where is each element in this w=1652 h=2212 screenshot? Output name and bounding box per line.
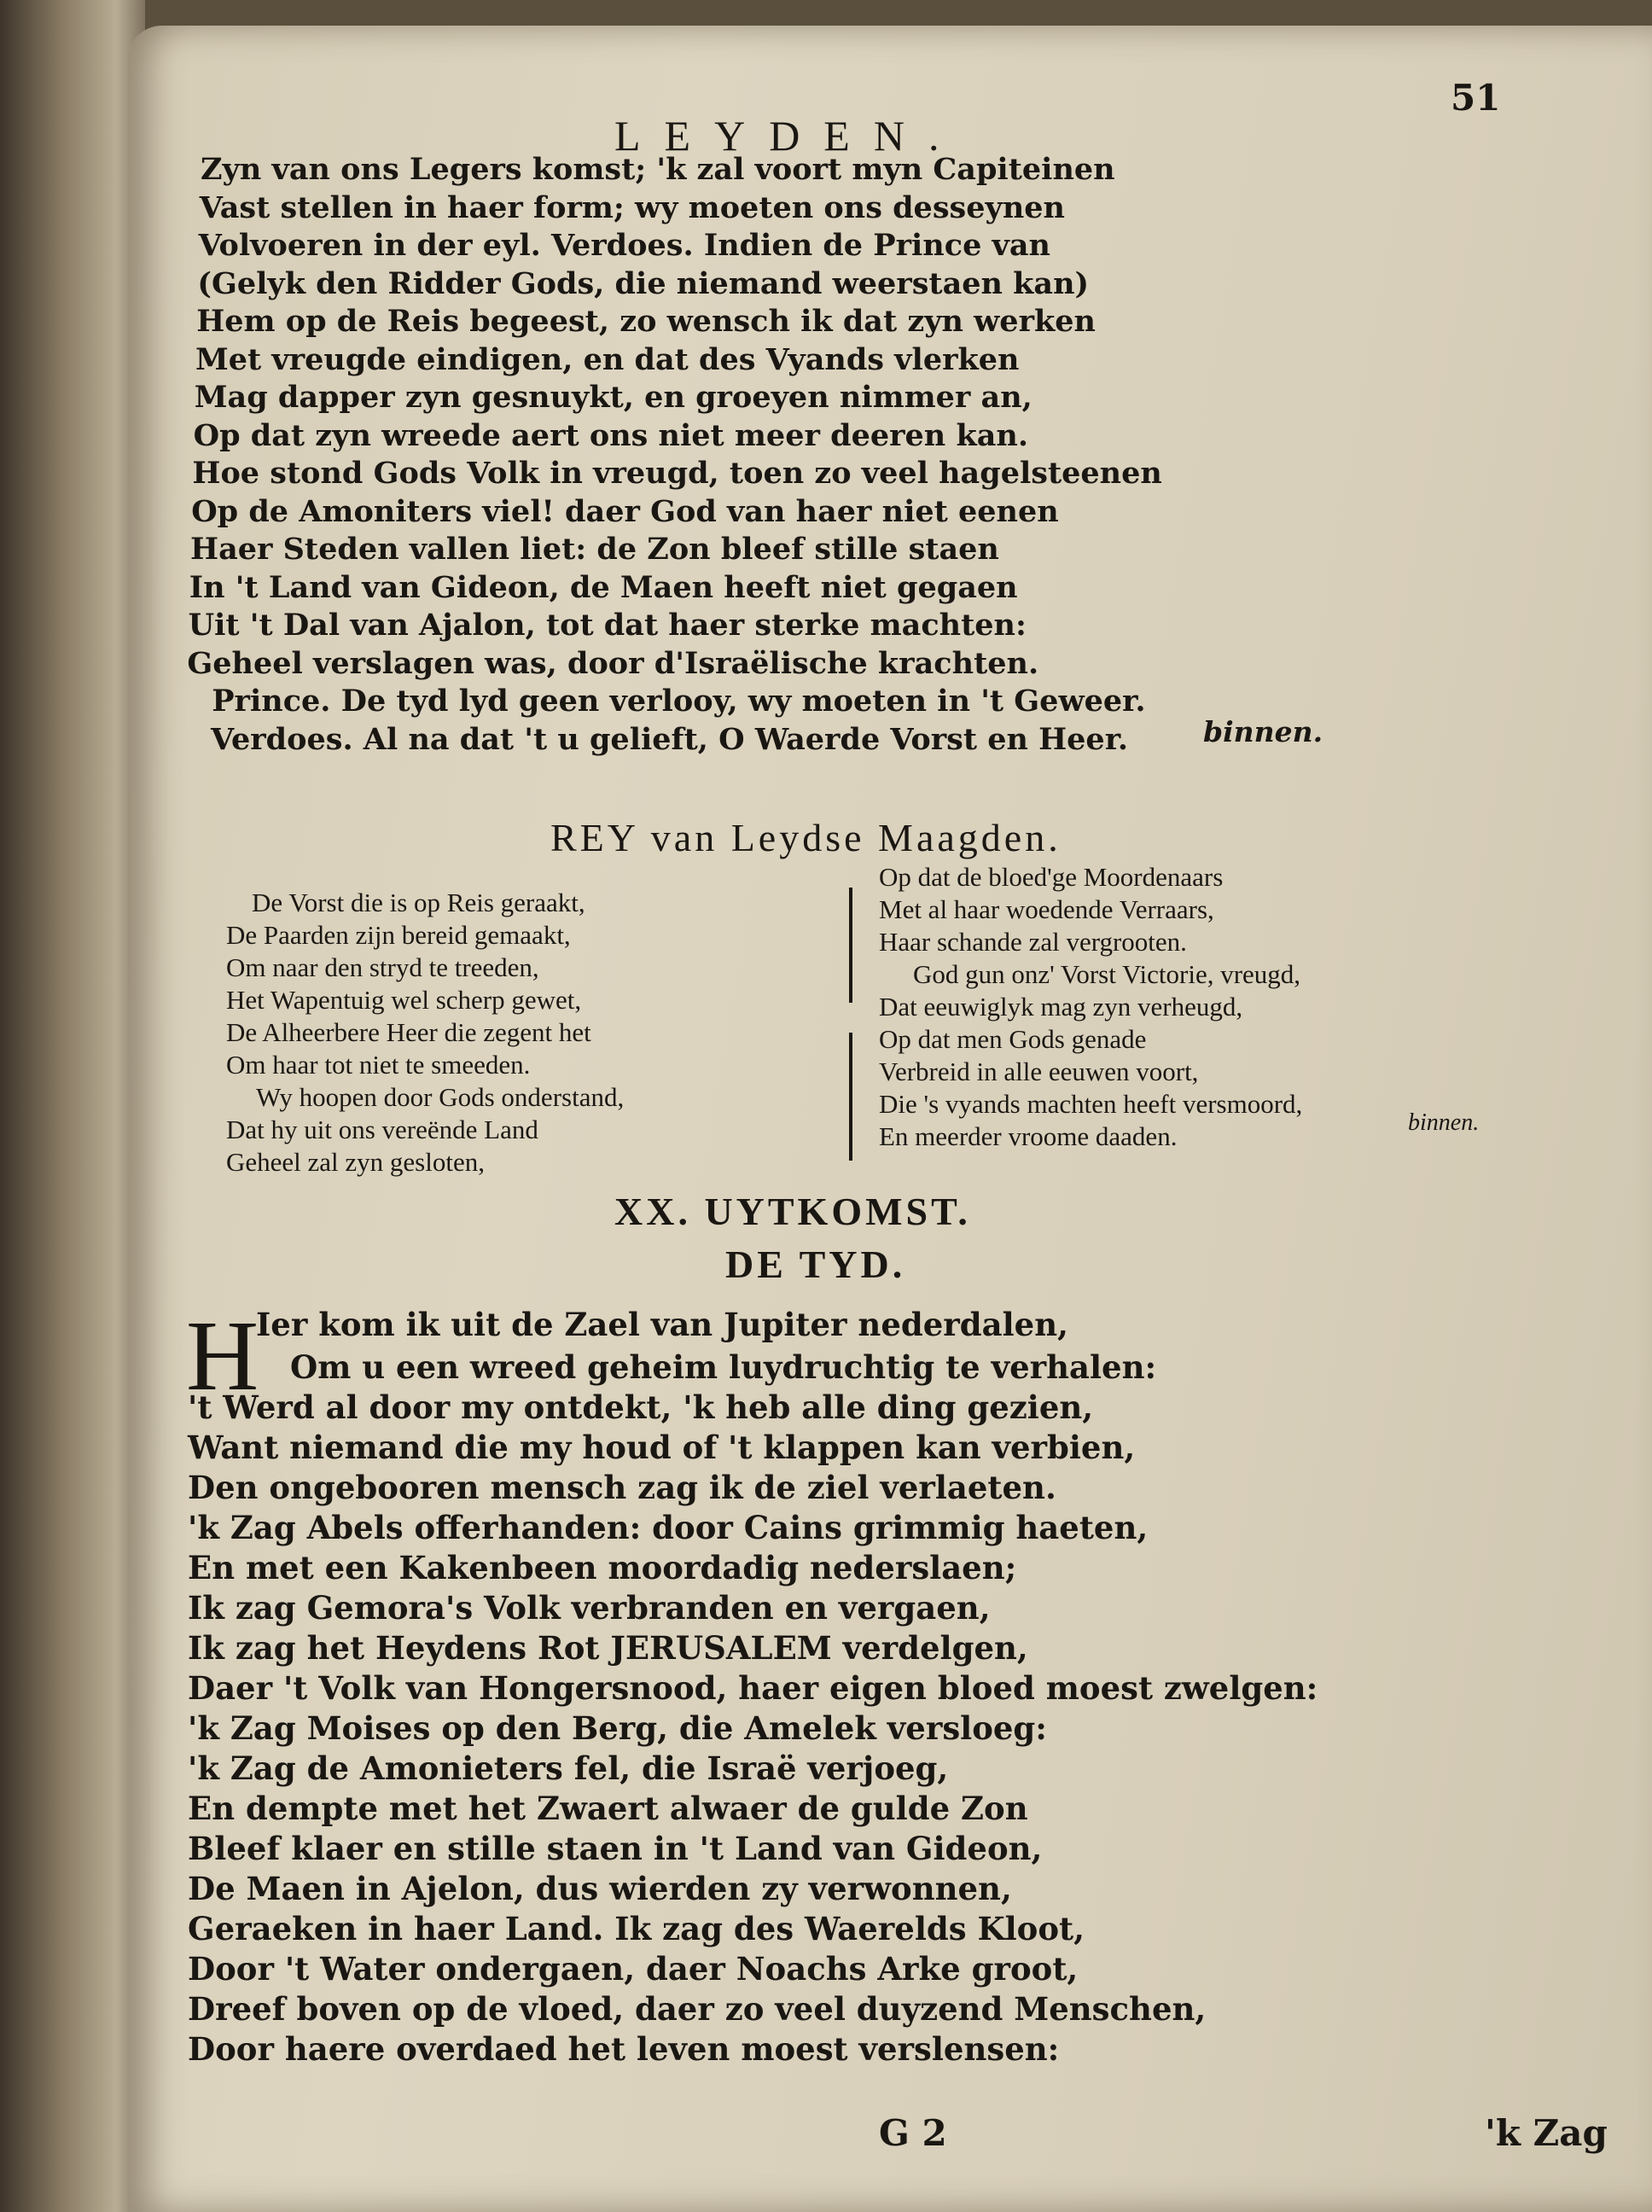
verse1-line: Op de Amoniters viel! daer God van haer niet eenen [191,493,1059,529]
verse2-line: Geraeken in haer Land. Ik zag des Waerelds Kloot, [188,1910,1085,1947]
verse1-line: Uit 't Dal van Ajalon, tot dat haer sterke machten: [188,608,1027,643]
rey-right-line: Op dat de bloed'ge Moordenaars [879,862,1224,892]
catchword: 'k Zag [1485,2112,1608,2154]
verse1-line: Mag dapper zyn gesnuykt, en groeyen nimmer an, [194,380,1032,415]
left-page-edge [0,0,145,2212]
verse2-line: En met een Kakenbeen moordadig nederslaen; [188,1549,1017,1586]
verse2-line: Daer 't Volk van Hongersnood, haer eigen bloed moest zwelgen: [188,1669,1318,1707]
rey-left-line: De Alheerbere Heer die zegent het [226,1017,591,1047]
signature-mark: G 2 [879,2112,947,2154]
verse1-line: (Gelyk den Ridder Gods, die niemand weerstaen kan) [197,265,1090,301]
verse1-line: Verdoes. Al na dat 't u gelieft, O Waerde Vorst en Heer. [211,721,1129,757]
verse2-first-line: Ier kom ik uit de Zael van Jupiter nederdalen, [256,1306,1068,1343]
verse1-line: Hem op de Reis begeest, zo wensch ik dat zyn werken [196,304,1096,339]
verse2-line: Door haere overdaed het leven moest verslensen: [188,2030,1060,2068]
rey-left-line: Dat hy uit ons vereënde Land [226,1115,538,1144]
rey-left-line: De Paarden zijn bereid gemaakt, [226,920,571,950]
rey-right-line: Dat eeuwiglyk mag zyn verheugd, [879,992,1243,1022]
verse1-line: Geheel verslagen was, door d'Israëlische krachten. [187,645,1039,681]
de-tyd-heading: DE TYD. [725,1243,906,1286]
verse1-line: In 't Land van Gideon, de Maen heeft niet gegaen [189,569,1018,605]
verse1-line: Prince. De tyd lyd geen verlooy, wy moeten in 't Geweer. [212,684,1146,719]
verse2-line: Om u een wreed geheim luydruchtig te verhalen: [290,1348,1157,1386]
rey-left-line: Wy hoopen door Gods onderstand, [256,1082,625,1112]
rey-left-line: De Vorst die is op Reis geraakt, [252,888,585,917]
verse1-line: Op dat zyn wreede aert ons niet meer deeren kan. [193,417,1029,453]
verse2-line: En dempte met het Zwaert alwaer de gulde Zon [188,1790,1028,1827]
verse2-line: Den ongebooren mensch zag ik de ziel verlaeten. [188,1469,1056,1506]
rey-right-line: Op dat men Gods genade [879,1024,1147,1054]
verse2-line: 'k Zag Abels offerhanden: door Cains grimmig haeten, [188,1509,1149,1546]
verse2-line: 'k Zag Moises op den Berg, die Amelek versloeg: [188,1709,1047,1747]
rey-left-line: Om naar den stryd te treeden, [226,952,539,982]
verse2-line: Want niemand die my houd of 't klappen kan verbien, [188,1429,1136,1466]
stage-direction-binnen: binnen. [1203,715,1323,748]
verse2-line: Bleef klaer en stille staen in 't Land van Gideon, [188,1830,1043,1867]
rey-right-line: Haar schande zal vergrooten. [879,927,1187,957]
verse1-line: Zyn van ons Legers komst; 'k zal voort myn Capiteinen [201,152,1115,187]
running-head: LEYDEN. [614,112,963,160]
verse2-line: Ik zag het Heydens Rot JERUSALEM verdelgen, [188,1629,1028,1667]
rey-right-line: Verbreid in alle eeuwen voort, [879,1057,1199,1086]
uytkomst-heading: XX. UYTKOMST. [614,1190,971,1233]
rey-left-line: Geheel zal zyn gesloten, [226,1147,485,1177]
rey-right-line: God gun onz' Vorst Victorie, vreugd, [913,959,1301,989]
verse2-line: Door 't Water ondergaen, daer Noachs Arke groot, [188,1950,1079,1988]
verse1-line: Haer Steden vallen liet: de Zon bleef stille staen [190,532,999,567]
rey-left-line: Het Wapentuig wel scherp gewet, [226,985,582,1015]
verse2-line: Ik zag Gemora's Volk verbranden en vergaen, [188,1589,991,1627]
rey-left-line: Om haar tot niet te smeeden. [226,1050,531,1080]
verse2-line: De Maen in Ajelon, dus wierden zy verwonnen, [188,1870,1012,1907]
verse2-line: 'k Zag de Amonieters fel, die Israë verjoeg, [188,1749,949,1787]
stage-direction-binnen-2: binnen. [1408,1109,1480,1136]
rey-right-line: Met al haar woedende Verraars, [879,894,1214,924]
verse2-line: Dreef boven op de vloed, daer zo veel duyzend Menschen, [188,1990,1207,2028]
column-rule-top [849,888,852,1003]
verse2-line: 't Werd al door my ontdekt, 'k heb alle ding gezien, [188,1388,1094,1426]
page-number: 51 [1451,77,1501,119]
verse1-line: Vast stellen in haer form; wy moeten ons desseynen [199,189,1065,225]
verse1-line: Met vreugde eindigen, en dat des Vyands vlerken [195,341,1020,377]
rey-right-line: Die 's vyands machten heeft versmoord, [879,1089,1303,1119]
rey-heading: REY van Leydse Maagden. [550,816,1062,859]
rey-right-line: En meerder vroome daaden. [879,1121,1178,1151]
column-rule-bottom [849,1033,852,1161]
drop-cap: H [186,1300,259,1412]
verse1-line: Hoe stond Gods Volk in vreugd, toen zo veel hagelsteenen [192,456,1162,491]
verse1-line: Volvoeren in der eyl. Verdoes. Indien de Prince van [198,228,1050,263]
